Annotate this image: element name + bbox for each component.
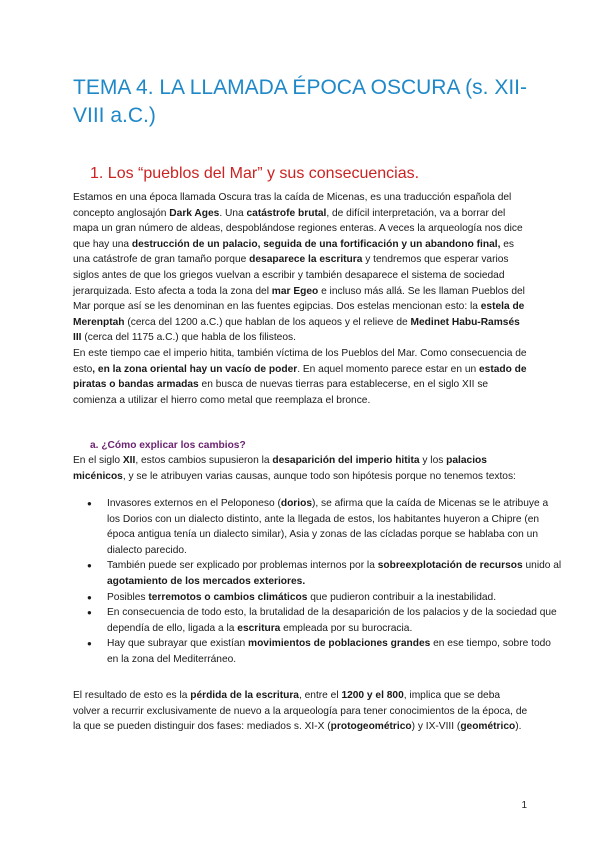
text-run: unido al xyxy=(522,560,562,572)
text-run: También puede ser explicado por problemas internos por la xyxy=(107,560,378,572)
bold-term: 1200 y el 800 xyxy=(341,690,404,701)
text-run: empleada por su burocracia. xyxy=(280,622,413,634)
list-item xyxy=(107,558,562,589)
bold-term: Medinet Habu-Ramsés III xyxy=(73,316,520,344)
text-run: , entre el xyxy=(298,690,342,701)
text-run: En consecuencia de todo esto, la brutalidad de la desaparición de los palacios y de la sociedad que dependía de ello, ligada a la xyxy=(107,607,557,634)
text-run: (cerca del 1175 a.C.) que habla de los filisteos. xyxy=(81,332,296,344)
bold-term: XII xyxy=(122,455,136,466)
bold-term: destrucción de un palacio, seguida de una fortificación y un abandono final, xyxy=(131,238,501,250)
list-item xyxy=(107,605,562,636)
page-title: TEMA 4. LA LLAMADA ÉPOCA OSCURA (s. XII-VIII a.C.) xyxy=(73,76,527,127)
bold-term: protogeométrico xyxy=(330,721,412,733)
text-run: , implica que se deba volver a recurrir exclusivamente de nuevo a la arqueología para tener conocimientos de la época, de la que se pueden distinguir dos fases: mediados s. XI-X ( xyxy=(73,690,528,733)
text-run: e incluso más allá. Se les llaman Pueblos del Mar porque así se les denominan en las fuentes egipcias. Dos estelas mencionan esto: la xyxy=(73,285,525,313)
bold-term: dorios xyxy=(280,498,312,509)
bold-term: sobreexplotación de recursos xyxy=(377,560,523,572)
bold-term: escritura xyxy=(237,622,281,634)
text-run: . Una xyxy=(219,207,247,219)
bold-term: Dark Ages xyxy=(169,207,220,219)
text-run: Invasores externos en el Peloponeso ( xyxy=(107,498,281,509)
text-run: El resultado de esto es la xyxy=(73,690,191,701)
paragraph-causes xyxy=(73,453,528,484)
text-run: . En aquel momento parece estar en un xyxy=(297,363,479,375)
bold-term: estado de piratas o bandas armadas xyxy=(73,363,527,391)
paragraph-result xyxy=(73,688,528,735)
causes-list xyxy=(73,496,562,668)
bold-term: estela de Merenptah xyxy=(73,301,525,328)
bold-term: geométrico xyxy=(460,721,516,733)
text-run: Hay que subrayar que existían xyxy=(107,638,249,650)
text-run: En el siglo xyxy=(73,455,123,466)
text-run: Estamos en una época llamada Oscura tras la caída de Micenas, es una traducción española del concepto anglosajón xyxy=(73,192,512,219)
bold-term: catástrofe brutal xyxy=(246,207,327,219)
bold-term: movimientos de poblaciones grandes xyxy=(248,638,431,650)
list-item xyxy=(107,636,562,667)
page-number: 1 xyxy=(521,800,527,811)
text-run: , y se le atribuyen varias causas, aunque todo son hipótesis porque no tenemos textos: xyxy=(122,470,516,482)
text-run: es una catástrofe de gran tamaño porque xyxy=(73,238,515,266)
section-heading: 1. Los “pueblos del Mar” y sus consecuencias. xyxy=(90,165,420,182)
bold-term: desaparece la escritura xyxy=(249,254,363,266)
text-run: ) y IX-VIII ( xyxy=(411,721,461,733)
list-item xyxy=(107,590,562,606)
bold-term: terremotos o cambios climáticos xyxy=(148,591,308,603)
bold-term: palacios micénicos xyxy=(73,455,487,482)
text-run: (cerca del 1200 a.C.) que hablan de los aqueos y el relieve de xyxy=(124,316,411,328)
text-run: en ese tiempo, sobre todo en la zona del Mediterráneo. xyxy=(107,638,551,665)
bold-term: desaparición del imperio hitita xyxy=(272,455,420,466)
text-run: ). xyxy=(515,721,522,733)
text-run: En este tiempo cae el imperio hitita, también víctima de los Pueblos del Mar. Como consecuencia de esto xyxy=(73,347,527,375)
text-run: y los xyxy=(419,455,447,466)
bold-term: agotamiento de los mercados exteriores. xyxy=(107,575,306,587)
bold-term: , en la zona oriental hay un vacío de poder xyxy=(92,363,298,375)
text-run: en busca de nuevas tierras para establecerse, en el siglo XII se comienza a utilizar el hierro como metal que reemplaza el bronce. xyxy=(73,379,489,406)
bold-term: pérdida de la escritura xyxy=(190,690,299,701)
list-item xyxy=(107,496,562,558)
text-run: y tendremos que esperar varios siglos antes de que los griegos vuelvan a escribir y también desaparece el sistema de sociedad jerarquizada. Esto afecta a toda la zona del xyxy=(73,254,509,297)
paragraph-intro xyxy=(73,190,528,408)
subsection-heading: a. ¿Cómo explicar los cambios? xyxy=(90,440,246,451)
text-run: Posibles xyxy=(107,591,149,603)
text-run: , estos cambios supusieron la xyxy=(135,455,273,466)
text-run: ), se afirma que la caída de Micenas se le atribuye a los Dorios con un dialecto distinto, ante la llegada de estos, los habitantes huyeron a Chipre (en época antigua tenía un dialecto similar), Asia y zonas de las cícladas porque se hablaba con un dialecto parecido. xyxy=(107,498,549,556)
text-run: , de difícil interpretación, va a borrar del mapa un gran número de aldeas, despoblándose regiones enteras. A veces la arqueología nos dice que hay una xyxy=(73,207,523,250)
bold-term: mar Egeo xyxy=(271,285,319,297)
text-run: que pudieron contribuir a la inestabilidad. xyxy=(307,591,497,603)
